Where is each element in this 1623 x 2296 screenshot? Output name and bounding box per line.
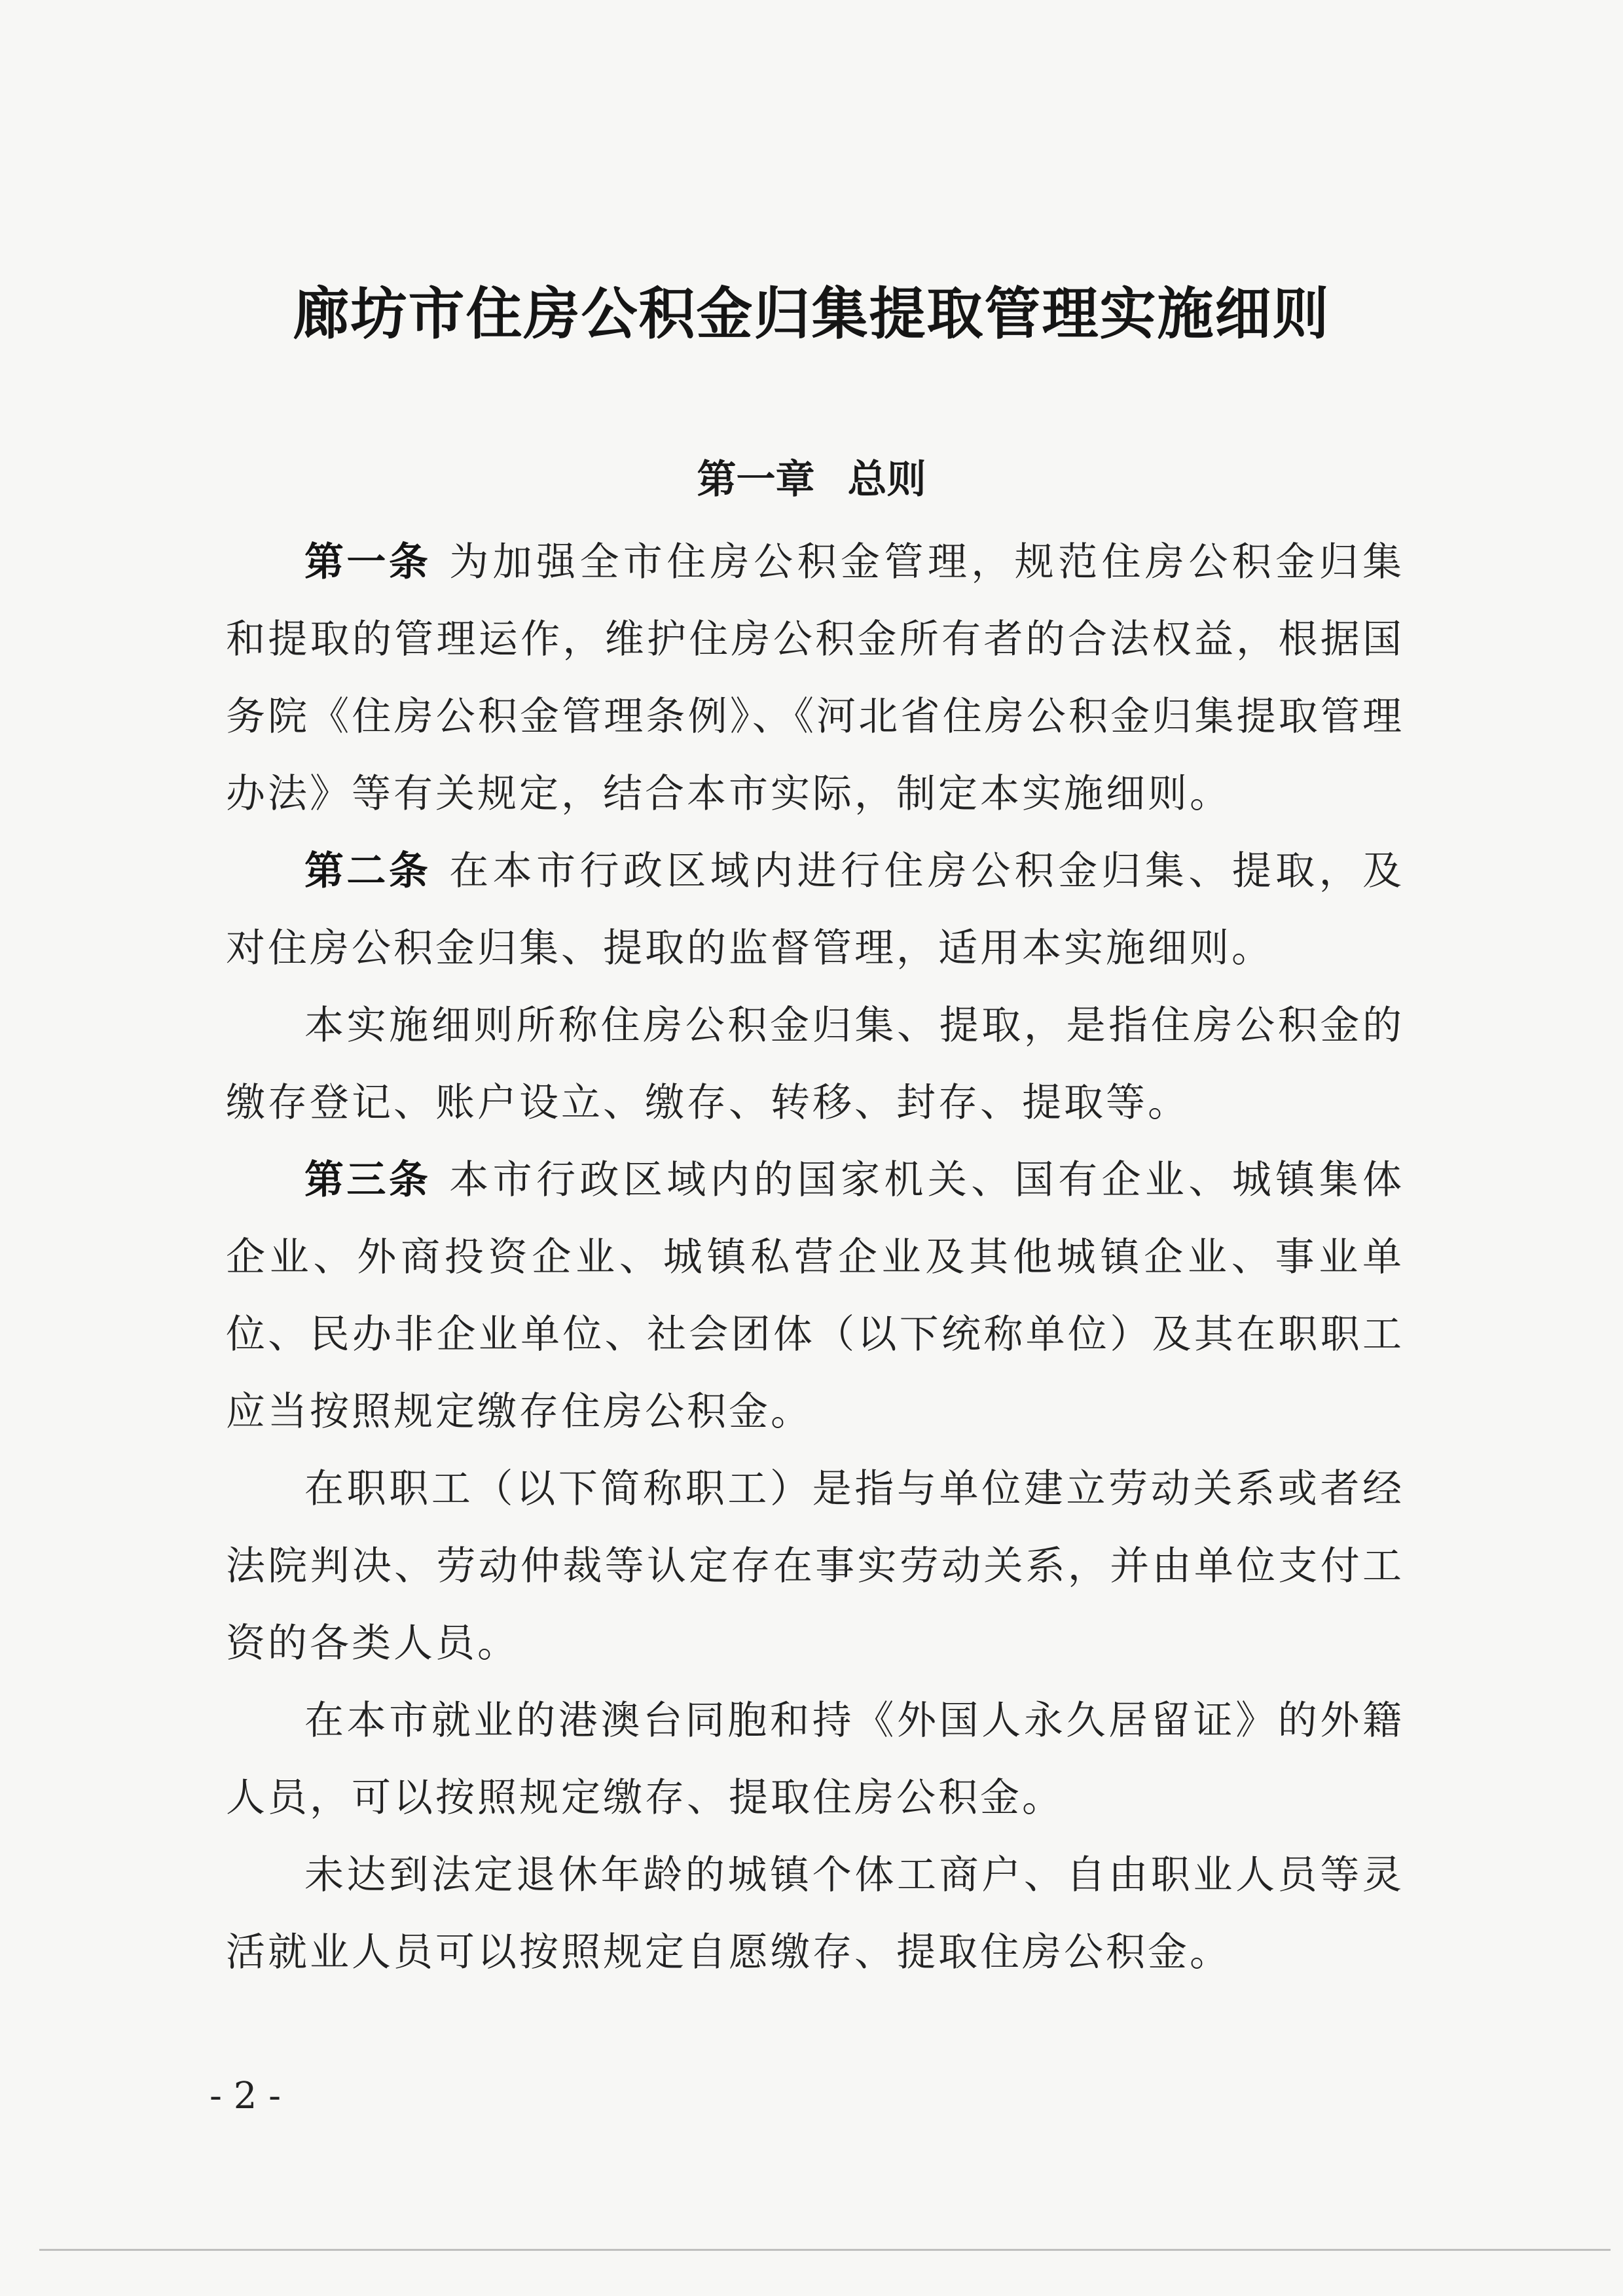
page-number: - 2 - <box>210 2075 282 2117</box>
paragraph-article-1 <box>226 524 1404 833</box>
paragraph-text: 在本市就业的港澳台同胞和持《外国人永久居留证》的外籍人员，可以按照规定缴存、提取住房公积金。 <box>226 1698 1404 1821</box>
paragraph-text: 为加强全市住房公积金管理，规范住房公积金归集和提取的管理运作，维护住房公积金所有者的合法权益，根据国务院《住房公积金管理条例》、《河北省住房公积金归集提取管理办法》等有关规定，结合本市实际，制定本实施细则。 <box>226 539 1404 817</box>
chapter-name: 总则 <box>847 457 926 503</box>
paragraph-article-2 <box>226 833 1404 987</box>
chapter-number: 第一章 <box>697 457 815 503</box>
paragraph-text: 在职职工（以下简称职工）是指与单位建立劳动关系或者经法院判决、劳动仲裁等认定存在事实劳动关系，并由单位支付工资的各类人员。 <box>226 1466 1404 1666</box>
paragraph <box>226 1450 1404 1682</box>
paragraph-text: 本实施细则所称住房公积金归集、提取，是指住房公积金的缴存登记、账户设立、缴存、转移、封存、提取等。 <box>226 1003 1404 1126</box>
article-label: 第三条 <box>304 1157 431 1203</box>
paragraph <box>226 987 1404 1141</box>
paragraph-text: 本市行政区域内的国家机关、国有企业、城镇集体企业、外商投资企业、城镇私营企业及其他城镇企业、事业单位、民办非企业单位、社会团体（以下统称单位）及其在职职工应当按照规定缴存住房公积金。 <box>226 1157 1404 1435</box>
paragraph-article-3 <box>226 1141 1404 1450</box>
scan-edge-line <box>39 2249 1611 2251</box>
document-body <box>226 524 1404 1991</box>
paragraph-text: 在本市行政区域内进行住房公积金归集、提取，及对住房公积金归集、提取的监督管理，适用本实施细则。 <box>226 848 1404 971</box>
paragraph-text: 未达到法定退休年龄的城镇个体工商户、自由职业人员等灵活就业人员可以按照规定自愿缴存、提取住房公积金。 <box>226 1852 1404 1975</box>
article-label: 第一条 <box>304 539 431 585</box>
document-title: 廊坊市住房公积金归集提取管理实施细则 <box>293 281 1330 347</box>
paragraph <box>226 1837 1404 1991</box>
chapter-heading <box>0 448 1623 505</box>
article-label: 第二条 <box>304 848 431 894</box>
paragraph <box>226 1682 1404 1837</box>
